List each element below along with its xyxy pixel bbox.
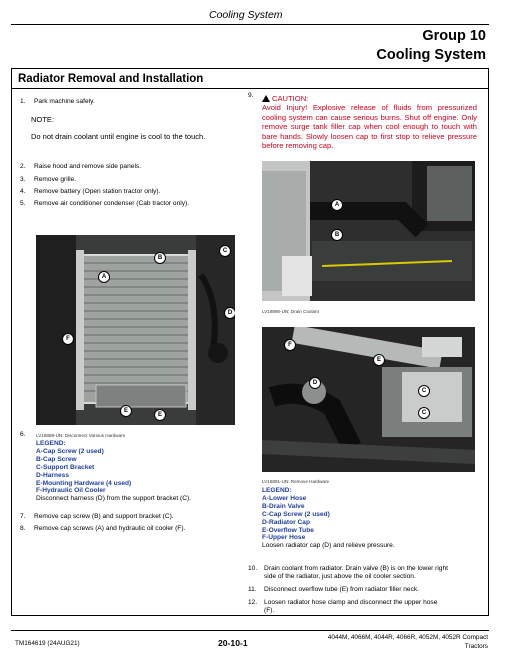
caution-block: [262, 94, 477, 150]
note-label: NOTE:: [31, 115, 54, 124]
content-box: Radiator Removal and Installation 1. Park machine safely. NOTE: Do not drain coolant until engine is cool to the touch. 2. Raise hood and remove side panels. 3. Remove grille. 4. Remove battery (Open station tractor only). 5. Remove air conditioner condenser (Cab tractor only). B C A F D E E 6. LV18889-UN: Disconnect Various Hardware LEGEND: A-Cap Screw (2 used) B-Cap Screw C-Support Bracket D-Harness E-Mounting Hardware (4 used) F-Hydraulic Oil Cooler Disconnect harness (D) from the support bracket (C). 7. Remove cap screw (B) and support bracket (C). 8. Remove cap screws (A) and hydraulic oil cooler (F). 9. CAUTION: Avoid Injury! Explosive release of fluids from pressurized cooling system can cause serious burns. Shut off engine. Only remove surge tank filler cap when cool enough to touch with bare hands. Slowly loosen cap to first stop to relieve pressure before removing cap. A B LV18890-UN: Drain Coolant F D E C C LV18891-UN: Remove Hardware LEGEND: A-Lower Hose B-Drain Valve C-Cap Screw (2 used) D-Radiator Cap E-Overflow Tube F-Upper Hose Loosen radiator cap (D) and relieve pressure. 10. Drain coolant from radiator. Drain valve (B) is on the lower right side of the radiator, just above the oil cooler section. 11. Disconnect overflow tube (E) from radiator filler neck. 12. Loosen radiator hose clamp and disconnect the upper hose (F).: [11, 68, 489, 616]
caution-label: CAUTION:: [272, 94, 309, 103]
callout-c-hw-bottom: C: [418, 407, 430, 419]
drain-illustration: [262, 161, 475, 301]
callout-c: C: [219, 245, 231, 257]
callout-e-hw: E: [373, 354, 385, 366]
warning-triangle-icon: [262, 95, 270, 102]
section-title: Radiator Removal and Installation: [18, 73, 204, 85]
figure1-legend: LEGEND: A-Cap Screw (2 used) B-Cap Screw C-Support Bracket D-Harness E-Mounting Hardware (4 used) F-Hydraulic Oil Cooler Disconnect harness (D) from the support bracket (C).: [36, 440, 192, 503]
callout-e-left: E: [120, 405, 132, 417]
group-number: Group 10: [422, 28, 486, 44]
figure2-caption: LV18890-UN: Drain Coolant: [262, 309, 319, 314]
callout-b: B: [154, 252, 166, 264]
note-text: Do not drain coolant until engine is cool to the touch.: [31, 132, 206, 141]
callout-a-top: A: [98, 271, 110, 283]
footer-models-1: 4044M, 4066M, 4044R, 4066R, 4052M, 4052R Compact: [327, 634, 488, 641]
drain-photo: [262, 161, 475, 301]
header-rule: [11, 24, 489, 25]
callout-f-hw: F: [284, 339, 296, 351]
callout-f: F: [62, 333, 74, 345]
callout-b-drain: B: [331, 229, 343, 241]
hardware-photo: [262, 327, 475, 472]
callout-d: D: [224, 307, 235, 319]
callout-e-right: E: [154, 409, 166, 421]
radiator-photo: [36, 235, 235, 425]
group-title: Cooling System: [376, 47, 486, 63]
callout-d-hw: D: [309, 377, 321, 389]
footer-doc-id: TM164619 (24AUG21): [15, 640, 80, 647]
caution-text: Avoid Injury! Explosive release of fluids from pressurized cooling system can cause serious burns. Shut off engine. Only remove surge tank filler cap when cool enough to touch with bare hands. Slowly loosen cap to first stop to relieve pressure before removing cap.: [262, 103, 477, 151]
footer-models-2: Tractors: [464, 643, 488, 650]
header-title: Cooling System: [209, 9, 283, 21]
callout-a-drain: A: [331, 199, 343, 211]
callout-c-hw-top: C: [418, 385, 430, 397]
radiator-illustration: [36, 235, 235, 425]
figure1-caption: LV18889-UN: Disconnect Various Hardware: [36, 433, 126, 438]
footer-rule: [11, 630, 489, 631]
figure3-legend: LEGEND: A-Lower Hose B-Drain Valve C-Cap Screw (2 used) D-Radiator Cap E-Overflow Tube F-Upper Hose Loosen radiator cap (D) and relieve pressure.: [262, 487, 395, 550]
figure3-caption: LV18891-UN: Remove Hardware: [262, 479, 330, 484]
section-rule: [12, 88, 488, 89]
footer-page-number: 20-10-1: [218, 638, 248, 648]
